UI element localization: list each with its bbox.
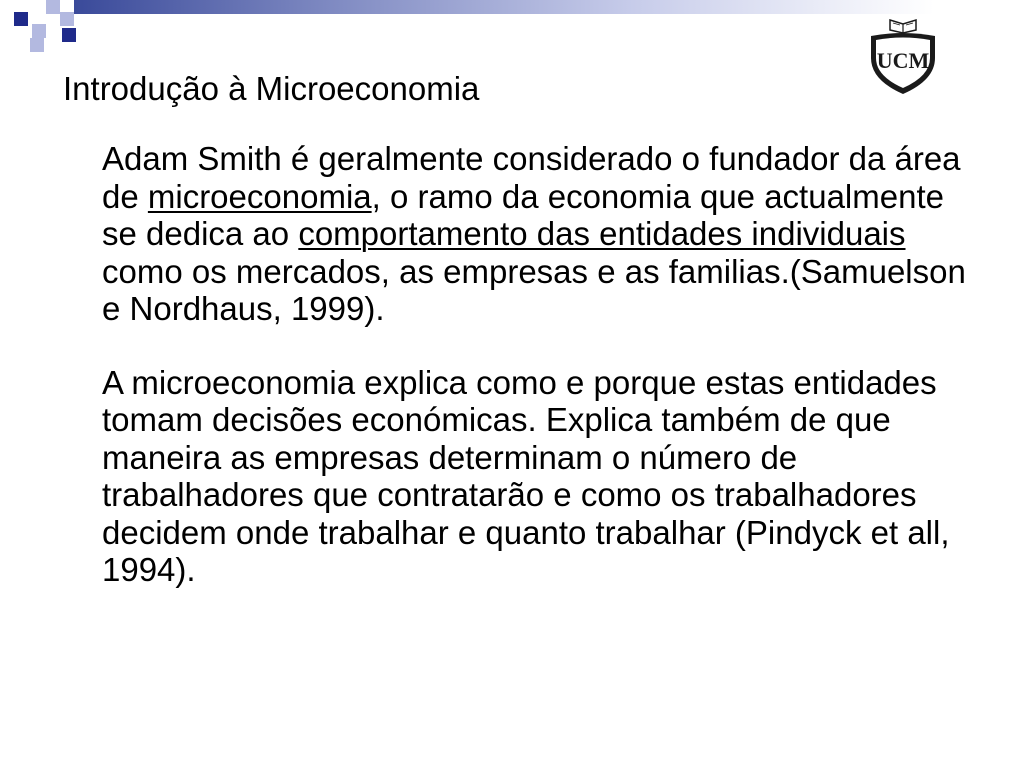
deco-square bbox=[14, 12, 28, 26]
logo-shield-icon bbox=[866, 16, 940, 96]
deco-square bbox=[60, 12, 74, 26]
paragraph-text: , o ramo da economia que actualmente se dedica ao bbox=[102, 177, 944, 252]
deco-square bbox=[62, 28, 76, 42]
paragraph-text: Adam Smith é geralmente considerado o fundador da área de bbox=[102, 140, 961, 215]
paragraph-microeconomia: A microeconomia explica como e porque estas entidades tomam decisões económicas. Explica também de que maneira as empresas determinam o número de trabalhadores que contratarão e como os trabalhadores decidem onde trabalhar e quanto trabalhar (Pindyck et all, 1994). bbox=[102, 363, 950, 588]
deco-square bbox=[30, 38, 44, 52]
ucm-logo bbox=[866, 16, 940, 96]
comportamento-link[interactable]: comportamento das entidades individuais bbox=[298, 215, 906, 252]
svg-text:UCM: UCM bbox=[876, 48, 930, 73]
header-gradient-band bbox=[74, 0, 934, 14]
paragraph-adam-smith bbox=[102, 140, 972, 328]
paragraph-text: como os mercados, as empresas e as familias.(Samuelson e Nordhaus, 1999). bbox=[102, 252, 966, 327]
deco-square bbox=[46, 0, 60, 14]
slide-content bbox=[102, 140, 972, 589]
decorative-squares bbox=[0, 0, 80, 52]
slide-title: Introdução à Microeconomia bbox=[63, 70, 480, 107]
deco-square bbox=[0, 0, 14, 14]
microeconomia-link[interactable]: microeconomia bbox=[147, 177, 372, 215]
deco-square bbox=[32, 24, 46, 38]
